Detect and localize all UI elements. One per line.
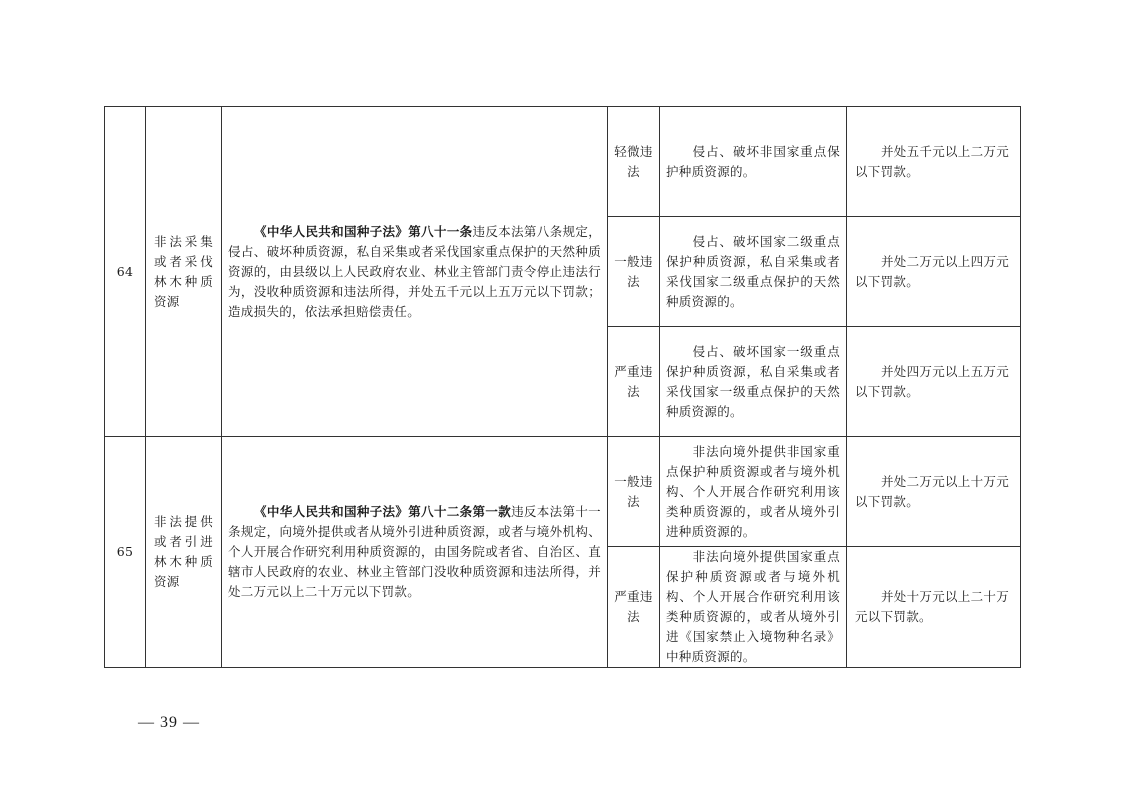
- violation-level: 严重违法: [608, 547, 660, 668]
- violation-name: 非法采集或者采伐林木种质资源: [146, 107, 222, 437]
- row-number: 64: [105, 107, 146, 437]
- violation-condition: [660, 217, 847, 327]
- condition-text: 非法向境外提供非国家重点保护种质资源或者与境外机构、个人开展合作研究利用该类种质资源的，或者从境外引进种质资源的。: [666, 443, 840, 539]
- penalty-standard: [847, 107, 1021, 217]
- legal-basis: [222, 437, 608, 668]
- law-article-text: 违反本法第十一条规定，向境外提供或者从境外引进种质资源，或者与境外机构、个人开展合作研究利用种质资源的，由国务院或者省、自治区、直辖市人民政府的农业、林业主管部门没收种质资源和违法所得，并处二万元以上二十万元以下罚款。: [228, 504, 601, 599]
- penalty-standard: [847, 327, 1021, 437]
- penalty-table: [104, 106, 1021, 668]
- penalty-standard: [847, 217, 1021, 327]
- violation-condition: [660, 327, 847, 437]
- law-article-title: 《中华人民共和国种子法》第八十一条: [254, 223, 473, 239]
- penalty-text: 并处二万元以上十万元以下罚款。: [855, 473, 1010, 509]
- violation-level: 严重违法: [608, 327, 660, 437]
- violation-level: 一般违法: [608, 217, 660, 327]
- page-number: — 39 —: [138, 714, 200, 731]
- law-article-title: 《中华人民共和国种子法》第八十二条第一款: [254, 504, 512, 519]
- penalty-standard: [847, 547, 1021, 668]
- legal-basis: [222, 107, 608, 437]
- violation-level: 一般违法: [608, 437, 660, 547]
- violation-condition: [660, 437, 847, 547]
- table-row: [105, 107, 1021, 217]
- violation-condition: [660, 107, 847, 217]
- table-row: [105, 437, 1021, 547]
- penalty-text: 并处十万元以上二十万元以下罚款。: [855, 589, 1010, 624]
- condition-text: 侵占、破坏国家一级重点保护种质资源，私自采集或者采伐国家一级重点保护的天然种质资源的。: [666, 343, 840, 419]
- violation-level: 轻微违法: [608, 107, 660, 217]
- violation-condition: [660, 547, 847, 668]
- law-article-text: 违反本法第八条规定，侵占、破坏种质资源，私自采集或者采伐国家重点保护的天然种质资源的，由县级以上人民政府农业、林业主管部门责令停止违法行为，没收种质资源和违法所得，并处五千元以上五万元以下罚款；造成损失的，依法承担赔偿责任。: [228, 223, 601, 319]
- violation-name: 非法提供或者引进林木种质资源: [146, 437, 222, 668]
- penalty-text: 并处二万元以上四万元以下罚款。: [855, 253, 1010, 289]
- row-number: 65: [105, 437, 146, 668]
- condition-text: 侵占、破坏非国家重点保护种质资源的。: [666, 143, 840, 179]
- penalty-standard: [847, 437, 1021, 547]
- condition-text: 侵占、破坏国家二级重点保护种质资源，私自采集或者采伐国家二级重点保护的天然种质资源的。: [666, 233, 840, 309]
- condition-text: 非法向境外提供国家重点保护种质资源或者与境外机构、个人开展合作研究利用该类种质资源的，或者从境外引进《国家禁止入境物种名录》中种质资源的。: [666, 549, 840, 664]
- penalty-text: 并处四万元以上五万元以下罚款。: [855, 363, 1010, 399]
- penalty-text: 并处五千元以上二万元以下罚款。: [855, 143, 1010, 179]
